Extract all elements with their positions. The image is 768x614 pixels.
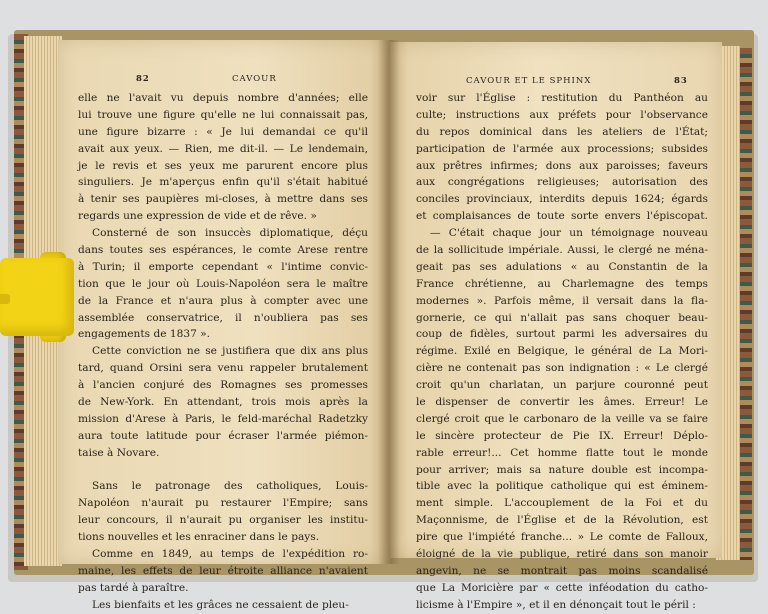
- text-line: licisme à l'Empire », et il en dénonçait tout le péril :: [416, 598, 696, 611]
- text-line: et complaisances de toute sorte envers l'épiscopat.: [416, 210, 708, 223]
- right-page-text: [416, 90, 708, 614]
- text-line: tible avec la politique catholique qui est éminem-: [416, 480, 708, 493]
- clip-nub: [0, 294, 10, 304]
- text-line: Comme en 1849, au temps de l'expédition ro-: [92, 548, 368, 561]
- text-line: aux prêtres infirmes; dons aux paroisses; faveurs: [416, 159, 708, 172]
- text-line: pas tardé à paraître.: [78, 581, 189, 594]
- book-gutter: [378, 40, 400, 564]
- text-line: une figure bizarre : « Je lui demandai ce qu'il: [78, 125, 368, 138]
- text-line: cière ne contenait pas son indignation : « Le clergé: [416, 362, 708, 375]
- text-line: France chrétienne, au Charlemagne des temps: [416, 277, 708, 290]
- text-line: croit qu'un charlatan, un parjure couronné peut: [416, 379, 708, 392]
- marbled-edge-right: [738, 48, 752, 560]
- text-line: pire que l'impiété franche... » Le comte de Falloux,: [416, 531, 708, 544]
- text-line: Sans le patronage des catholiques, Louis-: [92, 480, 368, 493]
- text-line: Cette conviction ne se justifiera que dix ans plus: [92, 345, 368, 358]
- text-line: de la sollicitude impériale. Aussi, le clergé ne ména-: [416, 244, 708, 257]
- text-line: du repos dominical dans les ateliers de l'État;: [416, 125, 708, 138]
- text-line: clergé croit que le carbonaro de la veille va se faire: [416, 412, 708, 425]
- text-line: engagements de 1837 ».: [78, 328, 211, 341]
- text-line: geait pas ses adulations « au Constantin de la: [416, 260, 708, 273]
- text-line: pour arriver; mais sa nature double est incompa-: [416, 463, 708, 476]
- text-line: taise à Novare.: [78, 446, 160, 459]
- text-line: gornerie, ce qui n'allait pas sans choquer beau-: [416, 311, 708, 324]
- text-line: éloigné de la vie publique, retiré dans son manoir: [416, 548, 708, 561]
- text-line: à tenir ses paupières mi-closes, à mettre dans ses: [78, 193, 368, 206]
- text-line: culte; instructions aux préfets pour l'observance: [416, 108, 708, 121]
- text-line: le sincère protecteur de Pie IX. Erreur! Déplo-: [416, 429, 708, 442]
- text-line: dans toutes ses espérances, le comte Arese rentre: [78, 244, 368, 257]
- left-page-number: 82: [136, 74, 150, 84]
- right-running-header: CAVOUR ET LE SPHINX: [466, 76, 592, 86]
- text-line: regards une expression de vide et de rêve. »: [78, 210, 317, 223]
- text-line: — C'était chaque jour un témoignage nouveau: [430, 227, 708, 240]
- text-line: Napoléon n'aurait pu restaurer l'Empire; sans: [78, 497, 368, 510]
- text-line: avait aux yeux. — Rien, me dit-il. — Le lendemain,: [78, 142, 368, 155]
- text-line: modernes ». Parfois même, il versait dans la fla-: [416, 294, 708, 307]
- left-running-header: CAVOUR: [232, 74, 277, 84]
- text-line: que La Moricière par « cette inféodation du catho-: [416, 581, 708, 594]
- text-line: singuliers. Je m'aperçus enfin qu'il s'était habitué: [78, 176, 368, 189]
- right-page: [388, 42, 722, 611]
- text-line: de New-York. En attendant, trois mois après la: [78, 396, 368, 409]
- text-line: conciles provinciaux, interdits depuis 1624; égards: [416, 193, 708, 206]
- text-line: aura toute latitude pour écraser l'armée piémon-: [78, 429, 368, 442]
- text-line: Les bienfaits et les grâces ne cessaient de pleu-: [92, 598, 349, 611]
- right-page-number: 83: [674, 76, 688, 86]
- text-line: mission d'Arese à Paris, le feld-maréchal Radetzky: [78, 412, 368, 425]
- text-line: angevin, ne se montrait pas moins scandalisé: [416, 564, 708, 577]
- text-line: tions nouvelles et les enraciner dans le pays.: [78, 531, 320, 544]
- text-line: Consterné de son insuccès diplomatique, déçu: [92, 227, 368, 240]
- text-line: maine, les effets de leur étroite alliance n'avaient: [78, 564, 368, 577]
- text-line: aux congrégations religieuses; autorisation des: [416, 176, 708, 189]
- text-line: le dispenser de convertir les âmes. Erreur! Le: [416, 396, 708, 409]
- text-line: voir sur l'Église : restitution du Panthéon au: [416, 92, 708, 104]
- text-line: ment simple. L'accouplement de la Foi et du: [416, 497, 708, 510]
- text-line: je le revis et ses yeux me parurent encore plus: [78, 159, 368, 172]
- text-line: leur concours, il n'aurait pu organiser les institu-: [78, 514, 368, 527]
- text-line: tion que le jour où Louis-Napoléon sera le maître: [78, 277, 368, 290]
- text-line: rable erreur!... Cet homme flatte tout le monde: [416, 446, 708, 459]
- text-line: régime. Exilé en Belgique, le général de La Mori-: [416, 345, 708, 358]
- text-line: Maçonnisme, de l'Église et de la Révolution, est: [416, 514, 708, 527]
- text-line: à l'ancien conjuré des Romagnes ses promesses: [78, 379, 368, 392]
- text-line: participation de l'armée aux processions; subsides: [416, 142, 708, 155]
- left-page-text: [78, 90, 368, 614]
- clip-body: [0, 258, 74, 336]
- yellow-binder-clip: [0, 258, 74, 336]
- text-line: assemblée conservatrice, il n'oubliera pas ses: [78, 311, 368, 324]
- text-line: tard, quand Orsini sera venu rappeler brutalement: [78, 362, 368, 375]
- text-line: [78, 462, 368, 479]
- text-line: lui trouve une figure qu'elle ne lui connaissait pas,: [78, 108, 368, 121]
- left-page: [58, 40, 390, 611]
- text-line: de la France et n'aura plus à compter avec une: [78, 294, 368, 307]
- text-line: à Turin; il emporte cependant « l'intime convic-: [78, 260, 368, 273]
- text-line: coup de fidèles, surtout parmi les adversaires du: [416, 328, 708, 341]
- text-line: elle ne l'avait vu depuis nombre d'années; elle: [78, 92, 368, 104]
